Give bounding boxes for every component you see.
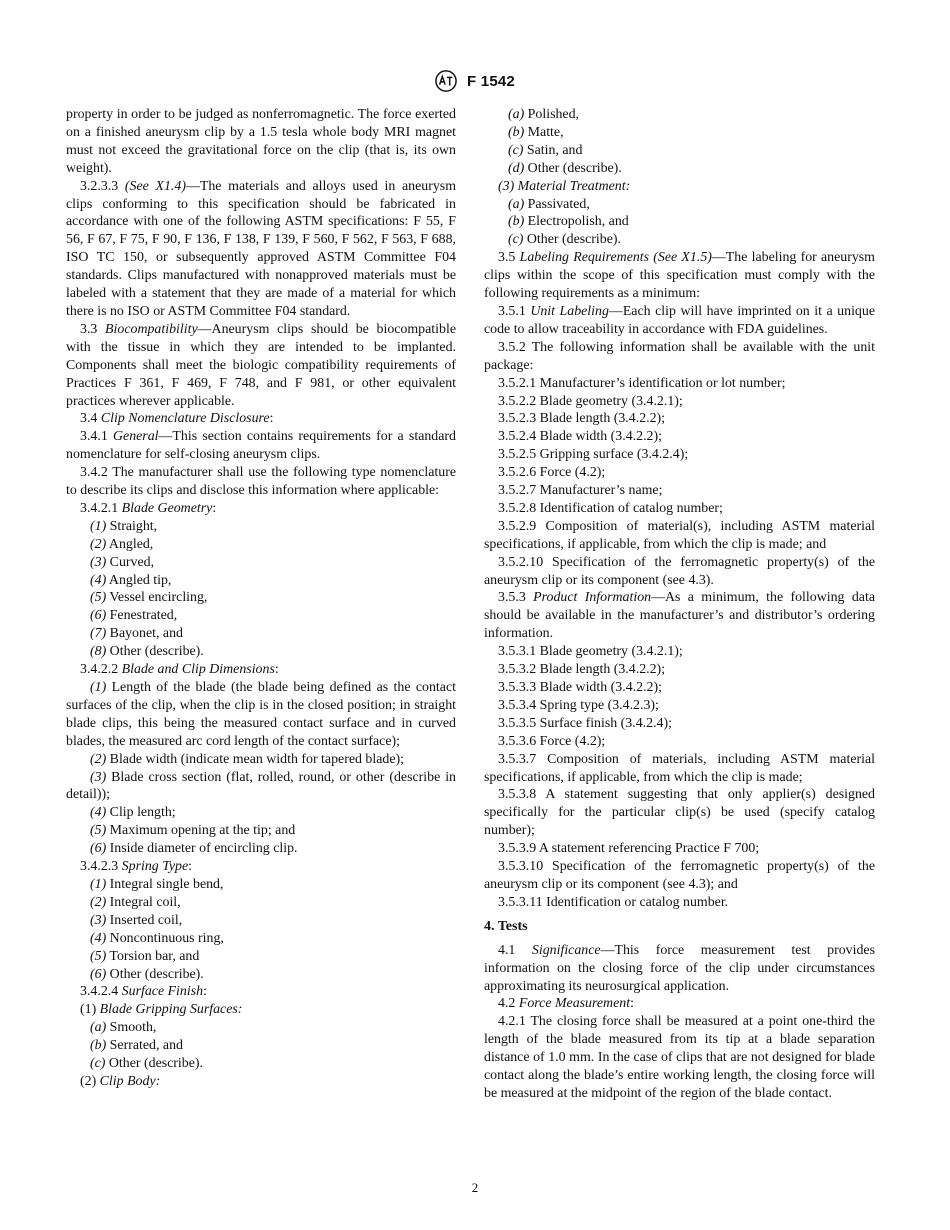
paragraph — [66, 840, 456, 858]
para-italic: (b) — [90, 1038, 107, 1054]
para-italic: (a) — [508, 196, 525, 212]
para-text: 3.5.2.2 Blade geometry (3.4.2.1); — [498, 393, 683, 409]
para-italic: (6) — [90, 841, 107, 857]
paragraph — [66, 1073, 456, 1091]
paragraph — [484, 482, 875, 500]
para-italic: (c) — [508, 232, 524, 248]
para-text: Maximum opening at the tip; and — [106, 823, 296, 839]
para-italic: (1) — [90, 876, 107, 892]
para-text: 3.5.2.10 Specification of the ferromagnetic property(s) of the aneurysm clip or its component (see 4.3). — [484, 554, 875, 588]
para-italic: (4) — [90, 805, 107, 821]
para-text: 3.5.3.7 Composition of materials, including ASTM material specifications, if applicable, from which the clip is made; — [484, 751, 875, 785]
para-text: Blade cross section (flat, rolled, round, or other (describe in detail)); — [66, 769, 456, 803]
para-number: 3.3 — [80, 321, 106, 337]
paragraph — [484, 995, 875, 1013]
para-italic: (3) Material Treatment: — [498, 178, 631, 194]
paragraph — [66, 948, 456, 966]
para-italic: Clip Body: — [99, 1073, 161, 1089]
para-text: 3.5.3.1 Blade geometry (3.4.2.1); — [498, 644, 683, 660]
paragraph — [484, 715, 875, 733]
paragraph — [66, 751, 456, 769]
para-italic: (1) — [90, 680, 107, 695]
para-text: —Aneurysm clips should be biocompatible with the tissue in which they are intended to be implanted. Components shall meet the biologic compatibility requirements of Practices F 361, F 469, F 748, and F 981, or other equivalent practices wherever applicable. — [66, 321, 456, 409]
paragraph — [484, 840, 875, 858]
para-italic: Blade Geometry — [121, 500, 213, 516]
right-column — [484, 106, 875, 1103]
para-text: 3.5.2.6 Force (4.2); — [498, 465, 606, 481]
paragraph — [66, 679, 456, 751]
para-number: (2) — [80, 1073, 100, 1089]
para-text: Electropolish, and — [524, 214, 629, 230]
para-italic: Clip Nomenclature Disclosure — [100, 411, 270, 427]
paragraph — [484, 942, 875, 996]
para-text: Fenestrated, — [106, 608, 178, 624]
para-text: Inside diameter of encircling clip. — [106, 841, 298, 857]
para-text: 3.5.2.9 Composition of material(s), including ASTM material specifications, if applicable, from which the clip is made; and — [484, 518, 875, 552]
para-text: 3.5.3.2 Blade length (3.4.2.2); — [498, 662, 666, 678]
paragraph — [484, 106, 875, 124]
para-text: Polished, — [524, 107, 579, 122]
para-text: —Each clip will have imprinted on it a unique code to allow traceability in accordance with FDA guidelines. — [484, 303, 875, 337]
para-number: 3.2.3.3 — [80, 178, 125, 194]
para-text: Straight, — [106, 518, 158, 534]
paragraph — [66, 518, 456, 536]
para-text: —The labeling for aneurysm clips within the scope of this specification must comply with the following requirements as a minimum: — [484, 250, 875, 302]
para-italic: Force Measurement — [518, 996, 631, 1012]
paragraph — [484, 554, 875, 590]
paragraph — [66, 106, 456, 178]
para-text: Other (describe). — [106, 966, 204, 982]
para-number: 4.2 — [498, 996, 519, 1012]
para-number: 3.4 — [80, 411, 101, 427]
paragraph — [484, 375, 875, 393]
para-text: : — [203, 984, 207, 1000]
para-text: 3.5.2.1 Manufacturer’s identification or lot number; — [498, 375, 786, 391]
paragraph — [484, 464, 875, 482]
paragraph — [66, 536, 456, 554]
para-text: —This force measurement test provides information on the closing force of the clip under circumstances approximating its neurosurgical application. — [484, 942, 875, 994]
para-italic: (7) — [90, 626, 107, 642]
paragraph — [66, 804, 456, 822]
para-text: Angled, — [106, 536, 154, 552]
page-number: 2 — [471, 1180, 479, 1195]
paragraph — [66, 607, 456, 625]
para-text: Blade width (indicate mean width for tapered blade); — [106, 751, 404, 767]
para-italic: Unit Labeling — [530, 303, 609, 319]
paragraph — [484, 428, 875, 446]
para-text: : — [630, 996, 634, 1012]
para-text: 4.2.1 The closing force shall be measured at a point one-third the length of the blade measured from its tip at a blade separation distance of 1.0 mm. In the case of clips that are not designed for blade contact along the blade’s entire working length, the closing force will be measured at the midpoint of the region of the blade contact. — [484, 1014, 875, 1101]
para-italic: Labeling Requirements (See X1.5) — [519, 250, 712, 266]
para-text: 3.5.3.4 Spring type (3.4.2.3); — [498, 697, 659, 713]
paragraph — [66, 876, 456, 894]
paragraph — [66, 1019, 456, 1037]
para-italic: (5) — [90, 590, 107, 606]
para-text: Integral coil, — [106, 894, 181, 910]
paragraph — [484, 1013, 875, 1103]
paragraph — [484, 178, 875, 196]
standard-designation: F 1542 — [467, 72, 515, 90]
para-italic: Surface Finish — [121, 984, 204, 1000]
para-text: Other (describe). — [105, 1056, 203, 1072]
paragraph — [484, 589, 875, 643]
para-text: —The materials and alloys used in aneurysm clips conforming to this specification should be fabricated in accordance with one of the following ASTM specifications: F 55, F 56, F 67, F 75, F 90, F 136, F 138, F 139, F 560, F 562, F 563, F 688, ISO TC 150, or subsequently approved ASTM Committee F04 standards. Clips manufactured with nonapproved materials must be labeled with a statement that they are made of a material for which there is no ISO or ASTM Committee F04 standard. — [66, 178, 456, 319]
paragraph — [66, 625, 456, 643]
paragraph — [66, 822, 456, 840]
para-italic: (1) — [90, 518, 107, 534]
paragraph — [66, 1055, 456, 1073]
para-text: Inserted coil, — [106, 912, 183, 928]
left-column — [66, 106, 456, 1091]
paragraph — [484, 643, 875, 661]
para-italic: (4) — [90, 572, 107, 588]
paragraph — [484, 410, 875, 428]
paragraph — [484, 786, 875, 840]
para-text: Passivated, — [524, 196, 590, 212]
paragraph — [66, 178, 456, 321]
para-number: 3.4.2.1 — [80, 500, 122, 516]
para-number: (1) — [80, 1002, 100, 1018]
paragraph — [484, 124, 875, 142]
page-header — [0, 70, 950, 92]
para-italic: (5) — [90, 948, 107, 964]
para-number: 3.4.1 — [80, 429, 113, 445]
para-italic: (b) — [508, 124, 525, 140]
para-text: 3.5.3.8 A statement suggesting that only applier(s) designed specifically for the particular clip(s) be used (specify catalog number); — [484, 787, 875, 839]
para-italic: Product Information — [533, 590, 652, 606]
para-text: 3.5.2.8 Identification of catalog number; — [498, 500, 723, 516]
paragraph — [66, 894, 456, 912]
para-text: Noncontinuous ring, — [106, 930, 224, 946]
para-italic: (2) — [90, 536, 107, 552]
para-italic: (c) — [90, 1056, 106, 1072]
para-text: Other (describe). — [523, 232, 621, 248]
para-text: Smooth, — [106, 1020, 157, 1036]
para-text: Curved, — [106, 554, 155, 570]
para-italic: (3) — [90, 554, 107, 570]
para-italic: (c) — [508, 142, 524, 158]
paragraph — [66, 912, 456, 930]
para-text: 3.5.3.6 Force (4.2); — [498, 733, 606, 749]
para-text: Torsion bar, and — [106, 948, 200, 964]
para-text: Other (describe). — [106, 644, 204, 660]
para-italic: (b) — [508, 214, 525, 230]
para-italic: (6) — [90, 966, 107, 982]
paragraph — [66, 643, 456, 661]
para-text: Other (describe). — [524, 160, 622, 176]
para-number: 4.1 — [498, 942, 532, 958]
para-text: Serrated, and — [106, 1038, 183, 1054]
para-italic: (6) — [90, 608, 107, 624]
para-italic: (2) — [90, 751, 107, 767]
paragraph — [484, 303, 875, 339]
paragraph — [484, 196, 875, 214]
para-text: : — [274, 662, 279, 678]
para-text: Bayonet, and — [106, 626, 183, 642]
para-text: 3.5.3.11 Identification or catalog number. — [498, 894, 729, 910]
paragraph — [484, 751, 875, 787]
para-text: 3.5.3.3 Blade width (3.4.2.2); — [498, 680, 662, 695]
paragraph — [66, 554, 456, 572]
paragraph — [484, 142, 875, 160]
paragraph — [484, 894, 875, 912]
paragraph — [484, 500, 875, 518]
paragraph — [484, 733, 875, 751]
para-italic: Blade Gripping Surfaces: — [99, 1002, 243, 1018]
paragraph — [484, 249, 875, 303]
paragraph — [66, 661, 456, 679]
para-text: 3.5.2.7 Manufacturer’s name; — [498, 483, 663, 499]
para-italic: General — [113, 429, 159, 445]
para-text: 3.5.3.5 Surface finish (3.4.2.4); — [498, 715, 672, 731]
para-italic: Significance — [531, 942, 601, 958]
paragraph — [66, 464, 456, 500]
para-italic: (2) — [90, 894, 107, 910]
para-text: 3.5.2.3 Blade length (3.4.2.2); — [498, 411, 666, 427]
para-text: Satin, and — [523, 142, 583, 158]
paragraph — [484, 661, 875, 679]
paragraph — [66, 858, 456, 876]
para-text: Length of the blade (the blade being defined as the contact surfaces of the clip, when the clip is in the closed position; in straight blade clips, this being the measured contact surface and in curved blades, the measured arc cord length of the contact surface); — [66, 680, 456, 749]
para-italic: Spring Type — [121, 859, 189, 875]
paragraph — [66, 983, 456, 1001]
para-number: 3.4.2.4 — [80, 984, 122, 1000]
paragraph — [484, 697, 875, 715]
para-italic: Biocompatibility — [105, 321, 198, 337]
para-italic: (3) — [90, 769, 107, 785]
paragraph — [66, 428, 456, 464]
para-number: 3.4.2.2 — [80, 662, 122, 678]
section-heading — [484, 918, 875, 936]
para-text: Matte, — [524, 124, 564, 140]
para-text: 3.4.2 The manufacturer shall use the following type nomenclature to describe its clips and disclose this information where applicable: — [66, 465, 456, 499]
para-italic: (a) — [508, 107, 525, 122]
para-italic: (8) — [90, 644, 107, 660]
paragraph — [484, 339, 875, 375]
paragraph — [66, 1001, 456, 1019]
paragraph — [66, 572, 456, 590]
para-text: —As a minimum, the following data should be available in the manufacturer’s and distributor’s ordering information. — [484, 590, 875, 642]
para-text: Vessel encircling, — [106, 590, 208, 606]
para-italic: (4) — [90, 930, 107, 946]
para-number: 3.5.3 — [498, 590, 534, 606]
para-text: —This section contains requirements for a standard nomenclature for self-closing aneurysm clips. — [66, 429, 456, 463]
para-text: Clip length; — [106, 805, 176, 821]
para-text: : — [212, 500, 217, 516]
paragraph — [484, 231, 875, 249]
paragraph — [66, 410, 456, 428]
para-text: : — [188, 859, 193, 875]
paragraph — [484, 393, 875, 411]
paragraph — [66, 930, 456, 948]
paragraph — [484, 518, 875, 554]
paragraph — [66, 1037, 456, 1055]
paragraph — [66, 966, 456, 984]
para-text: 3.5.2.4 Blade width (3.4.2.2); — [498, 429, 662, 445]
paragraph — [66, 589, 456, 607]
para-italic: (a) — [90, 1020, 107, 1036]
para-number: 3.4.2.3 — [80, 859, 122, 875]
paragraph — [66, 500, 456, 518]
para-italic: (3) — [90, 912, 107, 928]
paragraph — [484, 446, 875, 464]
paragraph — [66, 769, 456, 805]
paragraph — [484, 213, 875, 231]
para-text: property in order to be judged as nonferromagnetic. The force exerted on a finished aneurysm clip by a 1.5 tesla whole body MRI magnet must not exceed the gravitational force on the clip (that is, its own weight). — [66, 107, 456, 176]
para-number: 3.5 — [498, 250, 520, 266]
para-italic: Blade and Clip Dimensions — [121, 662, 275, 678]
astm-logo-icon — [435, 70, 457, 92]
paragraph — [484, 160, 875, 178]
para-text: 3.5.2.5 Gripping surface (3.4.2.4); — [498, 447, 689, 463]
para-text: 4. Tests — [484, 918, 528, 934]
para-text: 3.5.3.9 A statement referencing Practice F 700; — [498, 841, 760, 857]
para-text: 3.5.2 The following information shall be available with the unit package: — [484, 339, 875, 373]
paragraph — [66, 321, 456, 411]
paragraph — [484, 679, 875, 697]
para-text: : — [269, 411, 274, 427]
para-text: Integral single bend, — [106, 876, 224, 892]
para-italic: (d) — [508, 160, 525, 176]
para-italic: (See X1.4) — [124, 178, 186, 194]
para-italic: (5) — [90, 823, 107, 839]
para-number: 3.5.1 — [498, 303, 531, 319]
paragraph — [484, 858, 875, 894]
para-text: Angled tip, — [106, 572, 172, 588]
para-text: 3.5.3.10 Specification of the ferromagnetic property(s) of the aneurysm clip or its component (see 4.3); and — [484, 859, 875, 892]
